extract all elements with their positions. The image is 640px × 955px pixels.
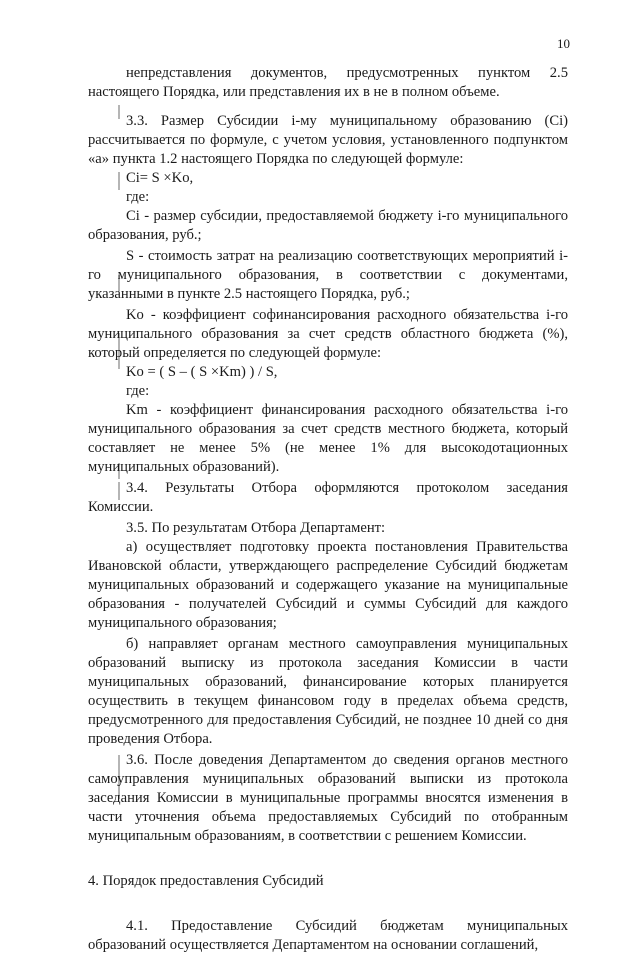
definition-s: S - стоимость затрат на реализацию соответствующих мероприятий i-го муниципального образования, в соответствии с документами, указанными в пункте 2.5 настоящего Порядка, руб.;	[88, 248, 568, 302]
formula-ko: Ko = ( S – ( S ×Km) ) / S,	[126, 364, 278, 380]
paragraph-3-5-a: а) осуществляет подготовку проекта постановления Правительства Ивановской области, утверждающего распределение Субсидий бюджетам муниципальных образований и содержащего указание на муниципальные образования - получателей Субсидий и суммы Субсидий для каждого муниципального образования;	[88, 539, 568, 631]
document-body	[88, 64, 568, 955]
where-label: где:	[126, 383, 150, 399]
definition-ko: Ko - коэффициент софинансирования расходного обязательства i-го муниципального образования за счет средств областного бюджета (%), который определяется по следующей формуле:	[88, 307, 568, 361]
paragraph-3-5: 3.5. По результатам Отбора Департамент:	[126, 520, 386, 536]
page-number: 10	[557, 36, 570, 51]
definition-km: Km - коэффициент финансирования расходного обязательства i-го муниципального образования за счет средств местного бюджета, который составляет не менее 5% (не менее 1% для высокодотационных муниципальных образований).	[88, 402, 568, 475]
where-label: где:	[126, 189, 150, 205]
section-heading-4: 4. Порядок предоставления Субсидий	[88, 873, 324, 889]
paragraph-3-5-b: б) направляет органам местного самоуправления муниципальных образований выписку из протокола заседания Комиссии в части муниципальных образований, финансирование которых планируется осуществить в текущем финансовом году в пределах объема средств, предусмотренного для предоставления Субсидий, не позднее 10 дней со дня проведения Отбора.	[88, 636, 568, 747]
paragraph-3-4: 3.4. Результаты Отбора оформляются протоколом заседания Комиссии.	[88, 480, 568, 515]
paragraph-continuation: непредставления документов, предусмотренных пунктом 2.5 настоящего Порядка, или представления их в не в полном объеме.	[88, 65, 568, 100]
paragraph-3-3: 3.3. Размер Субсидии i-му муниципальному образованию (Ci) рассчитывается по формуле, с учетом условия, установленного подпунктом «а» пункта 1.2 настоящего Порядка по следующей формуле:	[88, 113, 568, 167]
paragraph-4-1: 4.1. Предоставление Субсидий бюджетам муниципальных образований осуществляется Департаментом на основании соглашений,	[88, 918, 568, 953]
paragraph-3-6: 3.6. После доведения Департаментом до сведения органов местного самоуправления муниципальных образований выписки из протокола заседания Комиссии в муниципальные программы вносятся изменения в части уточнения объема предоставляемых Субсидий по отобранным муниципальным образованиям, в соответствии с решением Комиссии.	[88, 752, 568, 844]
definition-ci: Ci - размер субсидии, предоставляемой бюджету i-го муниципального образования, руб.;	[88, 208, 568, 243]
formula-ci: Ci= S ×Ko,	[126, 170, 194, 186]
